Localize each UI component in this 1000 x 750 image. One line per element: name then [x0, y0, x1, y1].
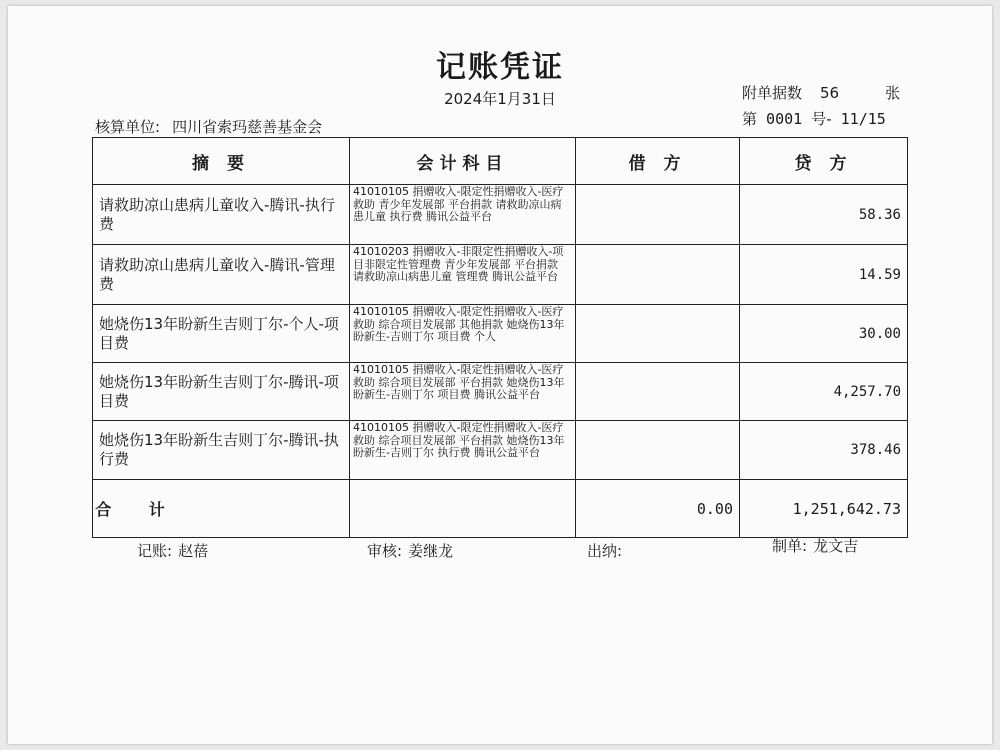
voucher-no: 0001 — [766, 110, 803, 128]
row-summary: 她烧伤13年盼新生吉则丁尔-腾讯-项目费 — [93, 363, 350, 421]
header-summary: 摘 要 — [93, 138, 350, 185]
total-credit: 1,251,642.73 — [740, 480, 908, 538]
row-summary: 她烧伤13年盼新生吉则丁尔-个人-项目费 — [93, 305, 350, 363]
attachment-number: 56 — [820, 84, 840, 102]
table-row — [93, 363, 908, 421]
accounting-unit-label: 核算单位: — [95, 118, 161, 136]
table-row — [93, 245, 908, 305]
attachment-unit: 张 — [885, 84, 901, 102]
row-debit — [576, 305, 740, 363]
bookkeeper-label: 记账: — [137, 542, 173, 560]
row-debit — [576, 245, 740, 305]
bookkeeper-name: 赵蓓 — [178, 542, 209, 560]
reviewer-label: 审核: — [367, 542, 403, 560]
cashier-label: 出纳: — [587, 542, 623, 560]
table-row — [93, 305, 908, 363]
header-account: 会计科目 — [350, 138, 576, 185]
footer-reviewer — [367, 540, 453, 561]
voucher-number — [742, 108, 886, 129]
footer-bookkeeper — [137, 540, 208, 561]
row-account: 41010105 捐赠收入-限定性捐赠收入-医疗救助 青少年发展部 平台捐款 请救助凉山病患儿童 执行费 腾讯公益平台 — [350, 185, 576, 245]
table-row — [93, 185, 908, 245]
total-label — [93, 480, 350, 538]
voucher-title: 记账凭证 — [436, 50, 564, 85]
row-summary: 请救助凉山患病儿童收入-腾讯-管理费 — [93, 245, 350, 305]
voucher-date: 2024年1月31日 — [444, 90, 556, 108]
header-credit: 贷 方 — [740, 138, 908, 185]
row-account: 41010105 捐赠收入-限定性捐赠收入-医疗救助 综合项目发展部 平台捐款 她烧伤13年盼新生-吉则丁尔 执行费 腾讯公益平台 — [350, 421, 576, 480]
row-summary: 请救助凉山患病儿童收入-腾讯-执行费 — [93, 185, 350, 245]
row-credit: 58.36 — [740, 185, 908, 245]
footer-preparer — [772, 535, 858, 556]
voucher-prefix: 第 — [742, 110, 758, 128]
row-credit: 14.59 — [740, 245, 908, 305]
total-row — [93, 480, 908, 538]
row-credit: 378.46 — [740, 421, 908, 480]
row-account: 41010105 捐赠收入-限定性捐赠收入-医疗救助 综合项目发展部 其他捐款 她烧伤13年盼新生-吉则丁尔 项目费 个人 — [350, 305, 576, 363]
accounting-unit-name: 四川省索玛慈善基金会 — [172, 118, 323, 136]
row-debit — [576, 185, 740, 245]
table-header-row — [93, 138, 908, 185]
row-summary: 她烧伤13年盼新生吉则丁尔-腾讯-执行费 — [93, 421, 350, 480]
total-debit: 0.00 — [576, 480, 740, 538]
voucher-page: 11/15 — [840, 110, 886, 128]
preparer-name: 龙文吉 — [813, 537, 859, 555]
table-row — [93, 421, 908, 480]
voucher-suffix: 号- — [811, 110, 832, 128]
voucher-table — [92, 137, 908, 538]
reviewer-name: 姜继龙 — [408, 542, 454, 560]
total-label-text: 合 计 — [95, 500, 181, 519]
row-debit — [576, 421, 740, 480]
total-account-empty — [350, 480, 576, 538]
accounting-unit — [95, 116, 322, 137]
attachment-label: 附单据数 — [742, 84, 803, 102]
attachment-count — [742, 82, 900, 103]
row-account: 41010203 捐赠收入-非限定性捐赠收入-项目非限定性管理费 青少年发展部 平台捐款 请救助凉山病患儿童 管理费 腾讯公益平台 — [350, 245, 576, 305]
row-credit: 30.00 — [740, 305, 908, 363]
row-account: 41010105 捐赠收入-限定性捐赠收入-医疗救助 综合项目发展部 平台捐款 她烧伤13年盼新生-吉则丁尔 项目费 腾讯公益平台 — [350, 363, 576, 421]
header-debit: 借 方 — [576, 138, 740, 185]
row-debit — [576, 363, 740, 421]
footer-cashier — [587, 540, 628, 561]
row-credit: 4,257.70 — [740, 363, 908, 421]
preparer-label: 制单: — [772, 537, 808, 555]
